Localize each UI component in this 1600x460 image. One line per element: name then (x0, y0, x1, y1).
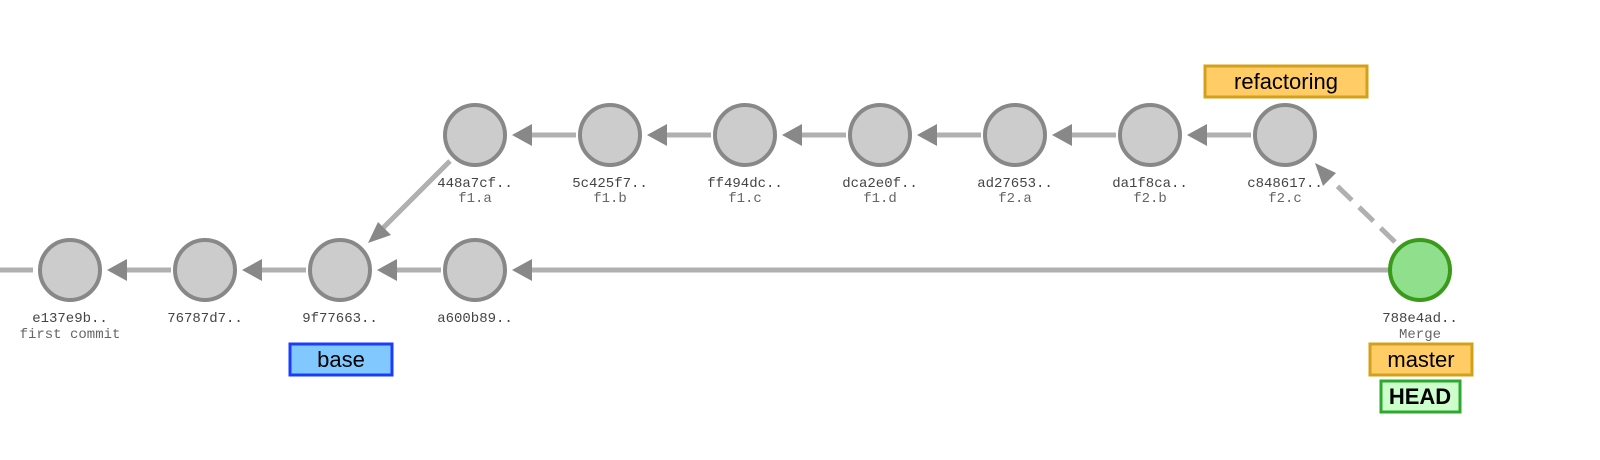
commit-node[interactable] (842, 105, 918, 207)
commit-circle[interactable] (580, 105, 640, 165)
commit-node[interactable] (20, 240, 121, 343)
commit-message: f2.c (1268, 191, 1302, 207)
commit-message: f2.a (998, 191, 1032, 207)
commit-circle[interactable] (175, 240, 235, 300)
commit-node[interactable] (167, 240, 243, 327)
commit-message: f1.a (458, 191, 492, 207)
head-label-text: HEAD (1388, 384, 1452, 409)
commit-message: Merge (1398, 327, 1442, 343)
commit-hash: 76787d7.. (167, 311, 243, 327)
commit-hash: 5c425f7.. (572, 176, 648, 192)
commit-message: f2.b (1133, 191, 1167, 207)
branch-label-text: master (1387, 347, 1455, 372)
commit-circle[interactable] (40, 240, 100, 300)
arrowhead-icon (242, 259, 262, 281)
commit-hash: e137e9b.. (32, 311, 108, 327)
commit-node[interactable] (572, 105, 648, 207)
commit-hash: ad27653.. (977, 176, 1053, 192)
commit-circle[interactable] (445, 105, 505, 165)
commit-node[interactable] (1112, 105, 1188, 207)
branch-label-text: refactoring (1234, 69, 1338, 94)
commit-circle[interactable] (985, 105, 1045, 165)
tag-label-text: base (317, 347, 365, 372)
commit-hash: 9f77663.. (302, 311, 378, 327)
arrowhead-icon (377, 259, 397, 281)
commit-message: f1.d (863, 191, 897, 207)
commit-hash: c848617.. (1247, 176, 1323, 192)
commit-hash: 788e4ad.. (1382, 311, 1458, 327)
commit-circle-head[interactable] (1390, 240, 1450, 300)
arrowhead-icon (512, 124, 532, 146)
commit-node[interactable] (977, 105, 1053, 207)
commit-node[interactable] (1247, 105, 1323, 207)
head-commit-node[interactable] (1382, 240, 1458, 343)
commit-message: f1.c (728, 191, 762, 207)
arrowhead-icon (1187, 124, 1207, 146)
commit-circle[interactable] (850, 105, 910, 165)
arrowhead-icon (107, 259, 127, 281)
commit-hash: 448a7cf.. (437, 176, 513, 192)
commit-circle[interactable] (715, 105, 775, 165)
commit-message: f1.b (593, 191, 627, 207)
arrowhead-icon (782, 124, 802, 146)
commit-circle[interactable] (1120, 105, 1180, 165)
head-label[interactable] (1381, 381, 1460, 412)
branch-label-refactoring[interactable] (1205, 66, 1367, 97)
commit-circle[interactable] (445, 240, 505, 300)
commit-hash: dca2e0f.. (842, 176, 918, 192)
commit-hash: da1f8ca.. (1112, 176, 1188, 192)
commit-node[interactable] (437, 105, 513, 207)
edge-448a7cf-to-9f77663 (383, 161, 450, 228)
commit-node[interactable] (707, 105, 783, 207)
branch-label-master[interactable] (1370, 344, 1472, 375)
commit-hash: a600b89.. (437, 311, 513, 327)
tag-label-base[interactable] (290, 344, 392, 375)
commit-circle[interactable] (1255, 105, 1315, 165)
arrowhead-icon (647, 124, 667, 146)
commit-message: first commit (19, 327, 121, 343)
arrowhead-icon (512, 259, 532, 281)
arrowhead-icon (1052, 124, 1072, 146)
arrowhead-icon (917, 124, 937, 146)
commit-node[interactable] (302, 240, 378, 327)
edge-788e4ad-to-c848617-merge (1331, 180, 1395, 242)
commit-node[interactable] (437, 240, 513, 327)
commit-hash: ff494dc.. (707, 176, 783, 192)
commit-circle[interactable] (310, 240, 370, 300)
